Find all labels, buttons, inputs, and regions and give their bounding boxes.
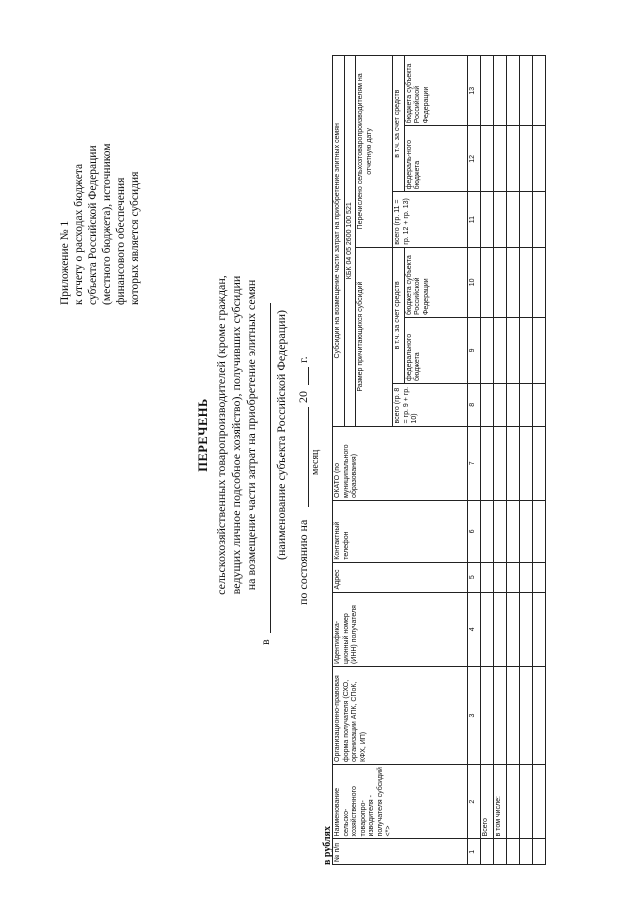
header-incl-1: в т.ч. за счет средств	[393, 247, 405, 383]
column-numbers-row	[467, 56, 480, 865]
header-federal-1: федерального бюджета	[404, 317, 467, 383]
column-number: 5	[467, 562, 480, 592]
column-number: 13	[467, 56, 480, 126]
column-number: 9	[467, 317, 480, 383]
column-number: 7	[467, 426, 480, 501]
header-incl-2: в т.ч. за счет средств	[393, 56, 405, 192]
year-suffix: г.	[296, 356, 310, 363]
column-number: 11	[467, 192, 480, 247]
year-prefix: 20	[296, 391, 310, 403]
header-name: Наименование сельско-хозяйственного товаропро-изводителя - получателя субсидий <*>	[333, 764, 468, 839]
year-blank	[308, 367, 309, 385]
header-total-1: всего (гр. 8 = гр. 9 + гр. 10)	[393, 383, 468, 426]
column-number: 2	[467, 764, 480, 839]
including-label: в том числе:	[493, 764, 506, 839]
header-federal-2: федераль-ного бюджета	[404, 126, 467, 192]
header-regional-1: бюджета субъекта Российской Федерации	[404, 247, 467, 317]
column-number: 1	[467, 839, 480, 865]
header-inn: Идентифика-ционный номер (ИНН) получателя	[333, 592, 468, 667]
month-blank	[308, 407, 309, 507]
document-title: ПЕРЕЧЕНЬ	[196, 398, 210, 472]
region-caption: (наименование субъекта Российской Федерации)	[274, 309, 288, 561]
as-of-label: по состоянию на	[296, 519, 310, 605]
appendix-line: субъекта Российской Федерации	[87, 145, 99, 305]
header-kbk: КБК 04 05 2600 100 521	[344, 56, 356, 427]
subsidy-table	[332, 55, 546, 865]
column-number: 6	[467, 501, 480, 563]
region-blank	[270, 303, 271, 633]
title-line: сельскохозяйственных товаропроизводителей (кроме граждан,	[214, 275, 228, 595]
column-number: 12	[467, 126, 480, 192]
title-line: ведущих личное подсобное хозяйство), получивших субсидии	[229, 275, 243, 595]
header-regional-2: бюджета субъекта Российской Федерации	[404, 56, 467, 126]
header-form: Организационно-правовая форма получателя (СХО, организации АПК, СПоК, КФХ, ИП)	[333, 667, 468, 765]
cell	[480, 839, 493, 865]
table-row	[506, 56, 519, 865]
table-row-including	[493, 56, 506, 865]
title-line: на возмещение части затрат на приобретение элитных семян	[244, 279, 258, 591]
table-row-total	[480, 56, 493, 865]
header-okato: ОКАТО (по муниципального образования)	[333, 426, 468, 501]
header-paid: Размер причитающихся субсидий	[356, 247, 393, 426]
appendix-line: финансового обеспечения	[115, 177, 127, 305]
appendix-line: которых является субсидия	[129, 171, 141, 305]
column-number: 10	[467, 247, 480, 317]
appendix-line: к отчету о расходах бюджета	[73, 163, 85, 305]
cell	[493, 839, 506, 865]
header-transferred: Перечислено сельхозтоваропроизводителям на отчетную дату	[356, 56, 393, 248]
table-row	[532, 56, 545, 865]
month-caption: месяц	[310, 449, 321, 475]
appendix-note	[58, 15, 142, 305]
total-label: Всего	[480, 764, 493, 839]
header-subsidy: Субсидии на возмещение части затрат на приобретение элитных семян	[333, 56, 345, 427]
column-number: 4	[467, 592, 480, 667]
appendix-line: Приложение № 1	[59, 220, 71, 305]
header-total-2: всего (гр. 11 = гр. 12 + гр. 13)	[393, 192, 468, 247]
prefix-v: в	[258, 639, 272, 645]
appendix-line: (местного бюджета), источником	[101, 143, 113, 305]
units-label: в рублях	[322, 826, 333, 865]
table-row	[519, 56, 532, 865]
header-phone: Контактный телефон	[333, 501, 468, 563]
header-address: Адрес	[333, 562, 468, 592]
column-number: 8	[467, 383, 480, 426]
header-no: № п/п	[333, 839, 468, 865]
column-number: 3	[467, 667, 480, 765]
